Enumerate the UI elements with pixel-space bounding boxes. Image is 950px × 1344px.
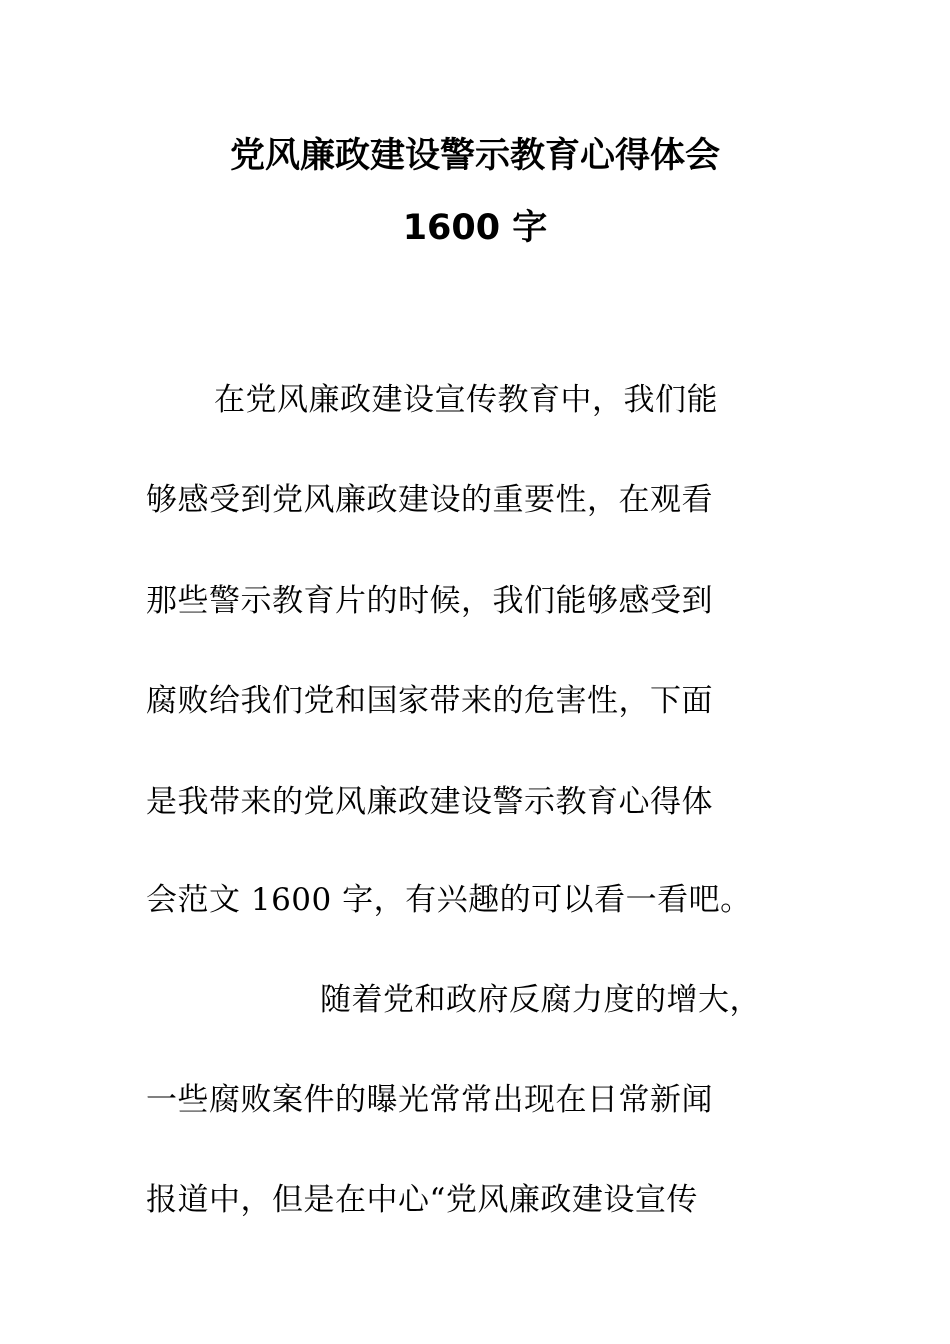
paragraph-1-line-2: 够感受到党风廉政建设的重要性，在观看 xyxy=(146,482,713,518)
paragraph-1-line-4: 腐败给我们党和国家带来的危害性，下面 xyxy=(146,683,713,719)
paragraph-1-line-3: 那些警示教育片的时候，我们能够感受到 xyxy=(146,583,713,619)
paragraph-2-line-1: 随着党和政府反腐力度的增大， xyxy=(320,982,761,1018)
paragraph-1-line-6: 会范文 1600 字，有兴趣的可以看一看吧。 xyxy=(146,882,752,918)
paragraph-1-line-5: 是我带来的党风廉政建设警示教育心得体 xyxy=(146,784,713,820)
document-title-line-2: 1600 字 xyxy=(402,208,548,248)
document-title-line-1: 党风廉政建设警示教育心得体会 xyxy=(229,136,720,176)
paragraph-1-line-1: 在党风廉政建设宣传教育中，我们能 xyxy=(214,382,718,418)
paragraph-2-line-2: 一些腐败案件的曝光常常出现在日常新闻 xyxy=(146,1082,713,1118)
paragraph-2-line-3: 报道中，但是在中心“党风廉政建设宣传 xyxy=(146,1182,698,1218)
